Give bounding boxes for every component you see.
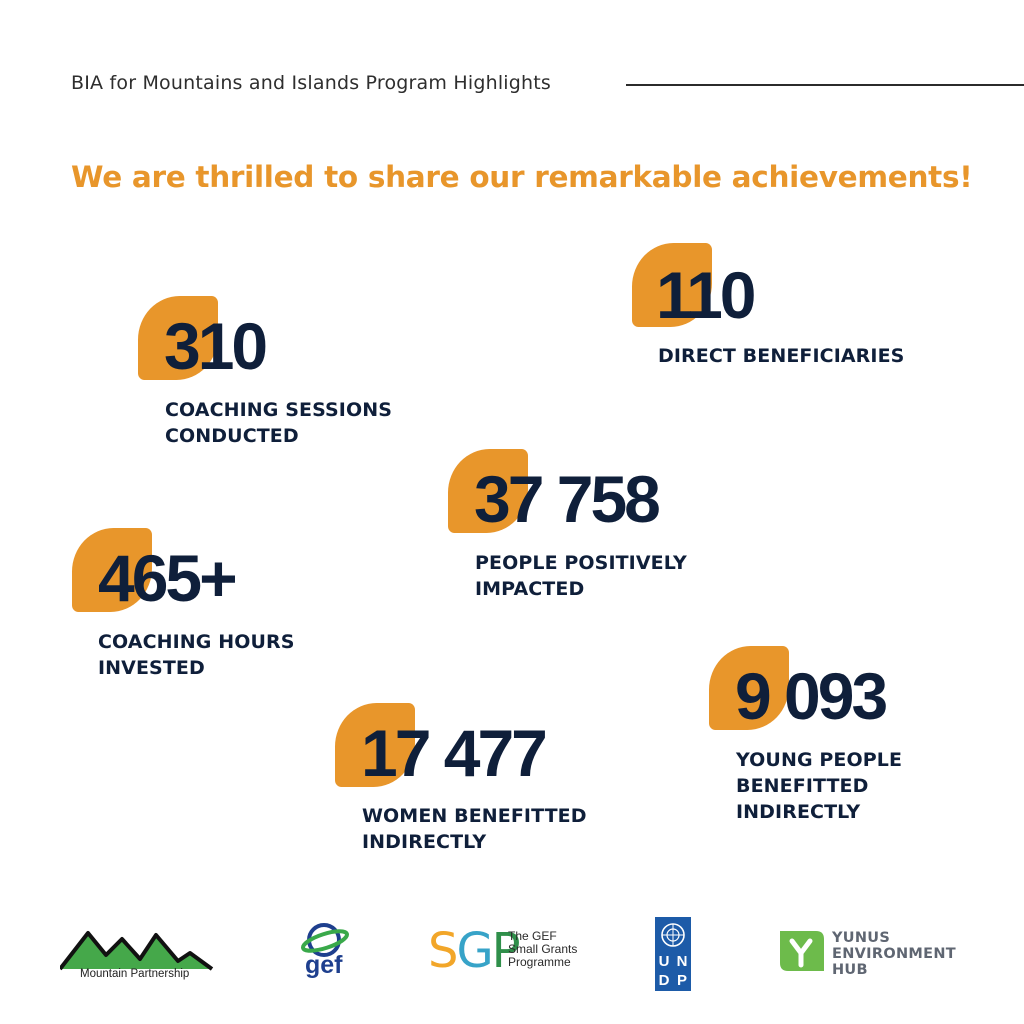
stat-value: 37 758: [474, 462, 658, 536]
stat-value: 465+: [98, 541, 235, 615]
un-emblem-icon: [659, 921, 687, 949]
stat-value: 9 093: [735, 659, 886, 733]
mountain-icon: [60, 925, 215, 973]
yunus-leaf-icon: [776, 927, 826, 975]
stat-label: PEOPLE POSITIVELY IMPACTED: [475, 552, 687, 600]
stat-value: 17 477: [361, 716, 545, 790]
header-title: BIA for Mountains and Islands Program Highlights: [71, 72, 552, 94]
stat-label: WOMEN BENEFITTED INDIRECTLY: [362, 805, 587, 853]
header-divider: [626, 84, 1024, 86]
stat-label: COACHING HOURS INVESTED: [98, 631, 295, 679]
stat-label: YOUNG PEOPLE BENEFITTED INDIRECTLY: [736, 749, 903, 823]
stat-value: 310: [164, 309, 266, 383]
stat-value: 110: [656, 258, 754, 332]
stat-label: COACHING SESSIONS CONDUCTED: [165, 399, 393, 447]
partner-logos: Mountain Partnership gef SGP The GEF Small Grants Programme U N D P YUNUS ENVIRONMENT HUB: [0, 905, 1024, 1015]
stat-label: DIRECT BENEFICIARIES: [658, 345, 905, 367]
tagline: We are thrilled to share our remarkable achievements!: [71, 160, 973, 194]
